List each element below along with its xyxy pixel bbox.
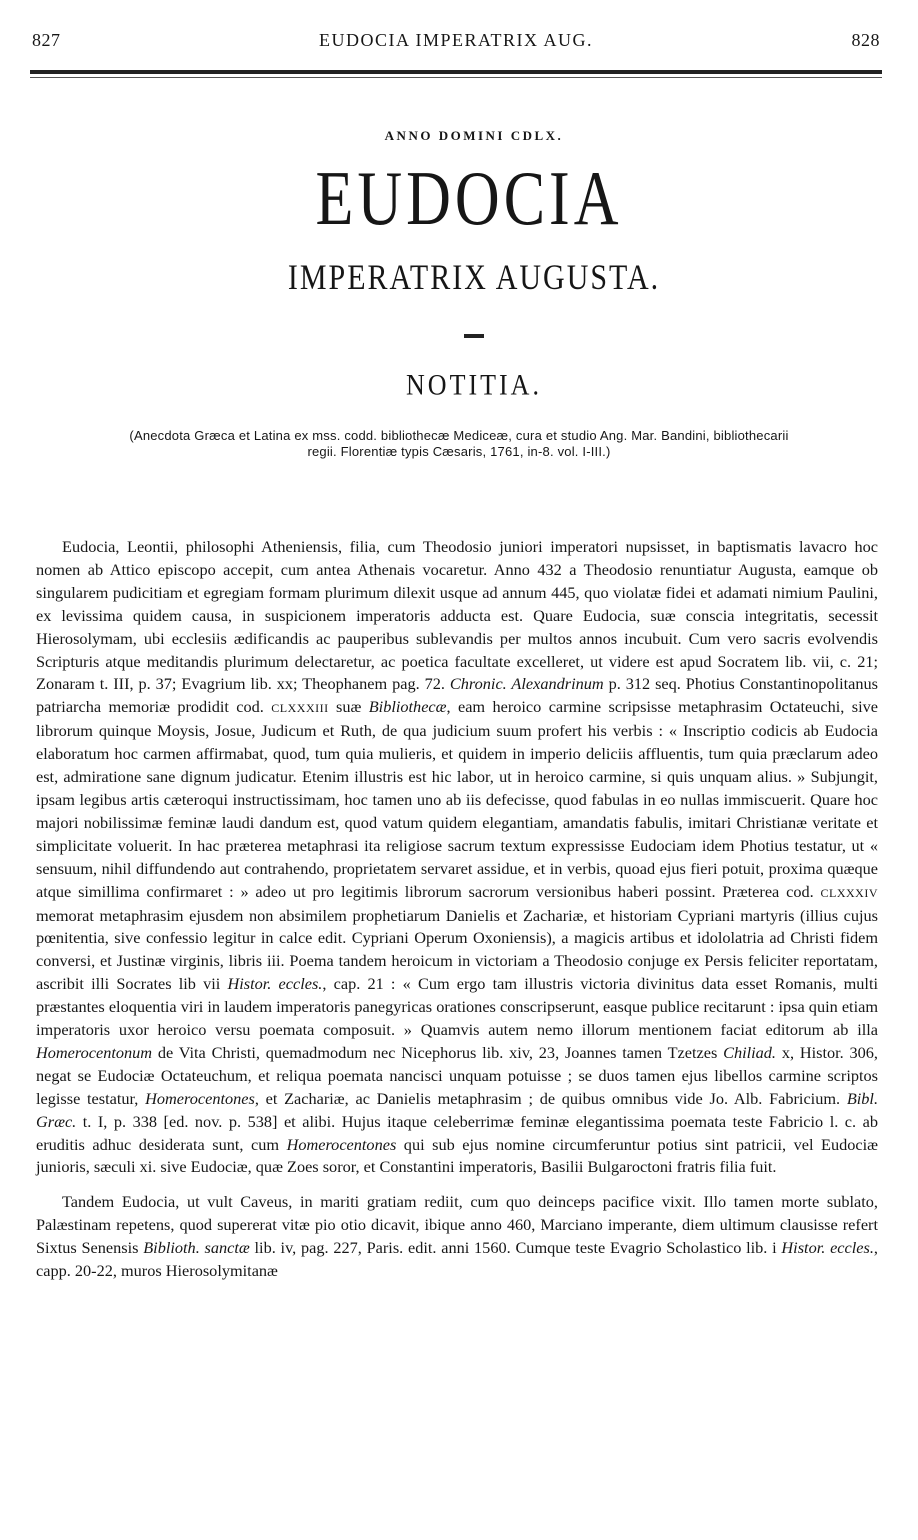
section-heading: NOTITIA.: [406, 368, 542, 402]
text-run: qui sub ejus nomine circumferuntur potius sint patricii, vel Eudociæ junioris, sæculi xi. sive Eudociæ, quæ Zoes soror, et Constantini imperatoris, Basilii Bulgaroctoni fratris filia fuit.: [36, 1134, 879, 1177]
text-run: p. 312 seq. Photius Constantinopolitanus patriarcha memoriæ prodidit cod.: [36, 674, 878, 717]
text-run: memorat metaphrasim ejusdem non absimilem prophetiarum Danielis et Zachariæ, et historiam Cypriani martyris (illius cujus pœnitentia, sive confessio legitur in calce edit. Cypriani Operum Oxoniensis), a magicis artibus et idololatria ad Christi fidem conversi, et Justinæ virginis, libris iii. Poema tandem heroicum in victoriam a Theodosio conjuge ex Persis feliciter reportatam, ascribit illi Socrates lib vii: [36, 905, 878, 994]
title-dash: [464, 334, 484, 338]
text-run: , eam heroico carmine scripsisse metaphrasim Octateuchi, sive librorum quinque Moysis, Josue, Judicum et Ruth, de qua judicium suum profert his verbis : « Inscriptio codicis ab Eudocia elaboratum hoc carmen affirmabat, quod, tum quia mulieris, et quidem in imperio deliciis affluentis, tum quia præclarum adeo est, admiratione sane dignum judicatur. Etenim illustris est hic labor, ut in heroico carmine, si quis unquam alius. » Subjungit, ipsam legibus artis cæteroqui instructissimam, hoc tamen uno ab iis defecisse, quod fabulas in eo nullas immiscuerit. Quare hoc majori nobilissimæ feminæ laudi dandum est, quod vatum quidem elegantiam, amandatis fabulis, imitari Christianæ veritate et simplicitate voluerit. In hac præterea metaphrasi ita religiose sacrum textum expressisse Eudociam idem Photius testatur, ut « sensuum, nihil diffundendo aut contrahendo, proprietatem servaret assidue, et in verbis, quoad ejus fieri potuit, proxima quæque atque simillima confirmaret : » adeo ut pro legitimis librorum sacrorum versionibus haberi possint. Præterea cod.: [36, 697, 878, 901]
text-run: suæ: [328, 697, 369, 717]
italic-title: Histor. eccles.: [227, 974, 323, 994]
header-rule-thin: [30, 77, 882, 78]
italic-title: Histor. eccles.: [781, 1238, 874, 1258]
italic-title: Chronic. Alexandrinum: [449, 674, 604, 694]
source-line-2: regii. Florentiæ typis Cæsaris, 1761, in-8. vol. I-III.): [307, 444, 611, 459]
codex-number: CLXXXIV: [820, 885, 878, 900]
main-title: EUDOCIA: [315, 156, 623, 242]
italic-title: Bibl. Græc.: [36, 1088, 879, 1131]
text-run: , capp. 20-22, muros Hierosolymitanæ: [36, 1238, 878, 1281]
sub-title: IMPERATRIX AUGUSTA.: [287, 258, 661, 298]
italic-title: Biblioth. sanctæ: [143, 1238, 250, 1258]
source-note: [39, 428, 879, 460]
anno-line: ANNO DOMINI CDLX.: [384, 128, 564, 143]
text-run: , cap. 21 : « Cum ergo tam illustris victoria divinitus data esset Romanis, multi præstantes eloquentia viri in laudem imperatoris panegyricas orationes conscripserunt, easque publice recitarunt : ipsa quin etiam imperatoris uxor heroico versu poemata composuit. » Quamvis autem nemo illorum mentionem faciat editorum ab illa: [36, 974, 878, 1040]
codex-number: CLXXXIII: [271, 701, 329, 716]
italic-title: Homerocentones: [145, 1088, 255, 1108]
header-rule-thick: [30, 70, 882, 74]
text-run: x, Histor. 306, negat se Eudociæ Octateuchum, et reliqua poemata nancisci unquam potuisse ; se duos tamen ejus libellos carmine scriptos legisse testatur,: [36, 1042, 878, 1108]
running-title: EUDOCIA IMPERATRIX AUG.: [318, 30, 593, 50]
italic-title: Chiliad.: [723, 1042, 777, 1062]
text-run: lib. iv, pag. 227, Paris. edit. anni 1560. Cumque teste Evagrio Scholastico lib. i: [249, 1238, 782, 1258]
italic-title: Homerocentonum: [36, 1042, 153, 1062]
text-run: Eudocia, Leontii, philosophi Atheniensis, filia, cum Theodosio juniori imperatori nupsisset, in baptismatis lavacro hoc nomen ab Attico episcopo accepit, cum antea Athenais vocaretur. Anno 432 a Theodosio renuntiatur Augusta, eamque ob singularem pudicitiam et egregiam formam plurimum dilexit usque ad annum 445, quo violatæ fidei et adamati nimium Paulini, ex levissima quidem causa, in suspicionem imperatoris adducta est. Quare Eudocia, suæ conscia integritatis, secessit Hierosolymam, ubi ecclesiis ædificandis ac pauperibus sublevandis per multos annos incubuit. Cum vero sacris evolvendis Scripturis atque meditandis plurimum delectaretur, ac poetica facultate excelleret, ut videre est apud Socratem lib. vii, c. 21; Zonaram t. III, p. 37; Evagrium lib. xx; Theophanem pag. 72.: [36, 537, 878, 694]
text-run: de Vita Christi, quemadmodum nec Nicephorus lib. xiv, 23, Joannes tamen Tzetzes: [152, 1042, 724, 1062]
running-head: [32, 30, 880, 51]
paragraph-1: [36, 536, 878, 1179]
italic-title: Homerocentones: [286, 1134, 397, 1154]
right-page-number: 828: [851, 30, 880, 50]
text-run: Tandem Eudocia, ut vult Caveus, in mariti gratiam rediit, cum quo deinceps pacifice vixit. Illo tamen morte sublato, Palæstinam repetens, quod supererat vitæ pio otio dicavit, ibique anno 460, Marciano imperante, diem ultimum clausisse refert Sixtus Senensis: [36, 1192, 878, 1258]
italic-title: Bibliothecæ: [368, 697, 447, 717]
text-run: t. I, p. 338 [ed. nov. p. 538] et alibi. Hujus itaque celeberrimæ feminæ elegantissima poemata teste Fabricio l. c. ab eruditis adhuc desiderata sunt, cum: [36, 1111, 878, 1154]
left-page-number: 827: [32, 30, 61, 50]
body-text: [36, 536, 878, 1283]
source-line-1: (Anecdota Græca et Latina ex mss. codd. bibliothecæ Mediceæ, cura et studio Ang. Mar. Bandini, bibliothecarii: [129, 428, 789, 443]
title-block: [0, 128, 918, 460]
paragraph-2: [36, 1191, 878, 1283]
text-run: , et Zachariæ, ac Danielis metaphrasim ; de quibus omnibus vide Jo. Alb. Fabricium.: [254, 1088, 847, 1108]
